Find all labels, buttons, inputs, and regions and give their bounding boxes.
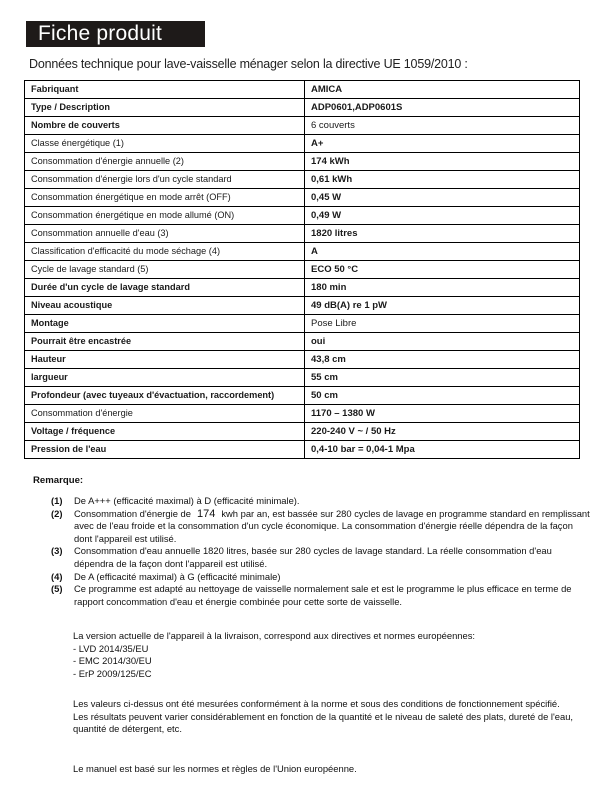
spec-value: 1820 litres [305, 225, 580, 243]
spec-label: Consommation énergétique en mode allumé (ON) [25, 207, 305, 225]
spec-label: Cycle de lavage standard (5) [25, 261, 305, 279]
note-text: De A+++ (efficacité maximal) à D (efficacité minimale). [74, 495, 300, 506]
note-text: Consommation d'eau annuelle 1820 litres, basée sur 280 cycles de lavage standard. La réelle consommation d'eau dépendra de la façon dont l'appareil est utilisé. [74, 545, 552, 569]
table-row [25, 81, 580, 99]
note-highlight-value: 174 [196, 507, 216, 520]
spec-value: 55 cm [305, 369, 580, 387]
note-number: (2) [51, 507, 63, 519]
remarks-notes [51, 495, 591, 608]
remarks-heading: Remarque: [33, 475, 84, 486]
page-title: Fiche produit [26, 21, 205, 47]
table-row [25, 369, 580, 387]
conformity-intro: La version actuelle de l'appareil à la livraison, correspond aux directives et normes européennes: [73, 630, 476, 641]
spec-label: Consommation d'énergie lors d'un cycle standard [25, 171, 305, 189]
spec-value: 0,4-10 bar = 0,04-1 Mpa [305, 441, 580, 459]
note-number: (4) [51, 570, 63, 582]
spec-label: Nombre de couverts [25, 117, 305, 135]
spec-value: ECO 50 °C [305, 261, 580, 279]
note-2 [51, 508, 591, 546]
note-number: (3) [51, 545, 63, 557]
measurement-note-block [73, 698, 593, 736]
spec-value: A [305, 243, 580, 261]
table-row [25, 297, 580, 315]
spec-label: Pression de l'eau [25, 441, 305, 459]
spec-value: 49 dB(A) re 1 pW [305, 297, 580, 315]
spec-value: ADP0601,ADP0601S [305, 99, 580, 117]
table-row [25, 423, 580, 441]
note-4 [51, 571, 591, 584]
table-row [25, 351, 580, 369]
spec-label: Classification d'efficacité du mode séchage (4) [25, 243, 305, 261]
spec-value: AMICA [305, 81, 580, 99]
spec-value: 50 cm [305, 387, 580, 405]
spec-label: Niveau acoustique [25, 297, 305, 315]
table-row [25, 279, 580, 297]
note-1 [51, 495, 591, 508]
spec-label: Voltage / fréquence [25, 423, 305, 441]
spec-value: 0,61 kWh [305, 171, 580, 189]
table-row [25, 135, 580, 153]
spec-value: 1170 – 1380 W [305, 405, 580, 423]
spec-value: 43,8 cm [305, 351, 580, 369]
note-number: (1) [51, 495, 63, 506]
spec-value: A+ [305, 135, 580, 153]
note-3 [51, 545, 591, 570]
spec-label: largueur [25, 369, 305, 387]
variation-note: Les résultats peuvent varier considérablement en fonction de la quantité et le niveau de saleté des plats, dureté de l'eau, quantité de détergent, etc. [73, 710, 574, 735]
table-row [25, 261, 580, 279]
note-5 [51, 583, 591, 608]
table-row [25, 171, 580, 189]
note-text-before: Consommation d'énergie de [74, 507, 191, 519]
spec-label: Montage [25, 315, 305, 333]
measurement-note: Les valeurs ci-dessus ont été mesurées conformément à la norme et sous des conditions de fonctionnement spécifié. [73, 698, 560, 709]
note-text: De A (efficacité maximal) à G (efficacité minimale) [74, 570, 281, 582]
page-subtitle: Données technique pour lave-vaisselle ménager selon la directive UE 1059/2010 : [29, 57, 468, 71]
note-text-after: kwh par an, est bassée sur 280 cycles de lavage en programme standard en remplissant avec de l'eau froide et la consommation d'un cycle économique. La consommation d'énergie réelle dépendra de la façon dont l'appareil est utilisé. [74, 507, 590, 544]
note-number: (5) [51, 583, 63, 595]
spec-label: Type / Description [25, 99, 305, 117]
conformity-block [73, 630, 593, 680]
spec-label: Consommation énergétique en mode arrêt (OFF) [25, 189, 305, 207]
spec-value: oui [305, 333, 580, 351]
table-row [25, 207, 580, 225]
conformity-item: - EMC 2014/30/EU [73, 655, 152, 667]
table-row [25, 441, 580, 459]
spec-label: Consommation d'énergie [25, 405, 305, 423]
table-row [25, 405, 580, 423]
spec-label: Hauteur [25, 351, 305, 369]
spec-value: 220-240 V ~ / 50 Hz [305, 423, 580, 441]
spec-label: Classe énergétique (1) [25, 135, 305, 153]
spec-label: Consommation annuelle d'eau (3) [25, 225, 305, 243]
spec-label: Profondeur (avec tuyeaux d'évactuation, raccordement) [25, 387, 305, 405]
table-row [25, 387, 580, 405]
table-row [25, 189, 580, 207]
conformity-item: - LVD 2014/35/EU [73, 642, 149, 654]
spec-value: 6 couverts [305, 117, 580, 135]
table-row [25, 333, 580, 351]
table-row [25, 153, 580, 171]
table-row [25, 225, 580, 243]
table-row [25, 99, 580, 117]
table-row [25, 243, 580, 261]
table-row [25, 117, 580, 135]
note-text [74, 508, 591, 546]
conformity-item: - ErP 2009/125/EC [73, 667, 152, 679]
table-row [25, 315, 580, 333]
spec-value: 0,49 W [305, 207, 580, 225]
note-text: Ce programme est adapté au nettoyage de vaisselle normalement sale et est le programme le plus efficace en terme de rapport concommation d'eau et énergie combinée pour cette sorte de vaisselle. [74, 583, 572, 607]
spec-label: Pourrait être encastrée [25, 333, 305, 351]
spec-label: Durée d'un cycle de lavage standard [25, 279, 305, 297]
spec-label: Fabriquant [25, 81, 305, 99]
spec-label: Consommation d'énergie annuelle (2) [25, 153, 305, 171]
spec-value: 180 min [305, 279, 580, 297]
spec-value: Pose Libre [305, 315, 580, 333]
manual-note: Le manuel est basé sur les normes et règles de l'Union européenne. [73, 763, 357, 774]
spec-table [24, 80, 580, 459]
spec-value: 0,45 W [305, 189, 580, 207]
spec-value: 174 kWh [305, 153, 580, 171]
